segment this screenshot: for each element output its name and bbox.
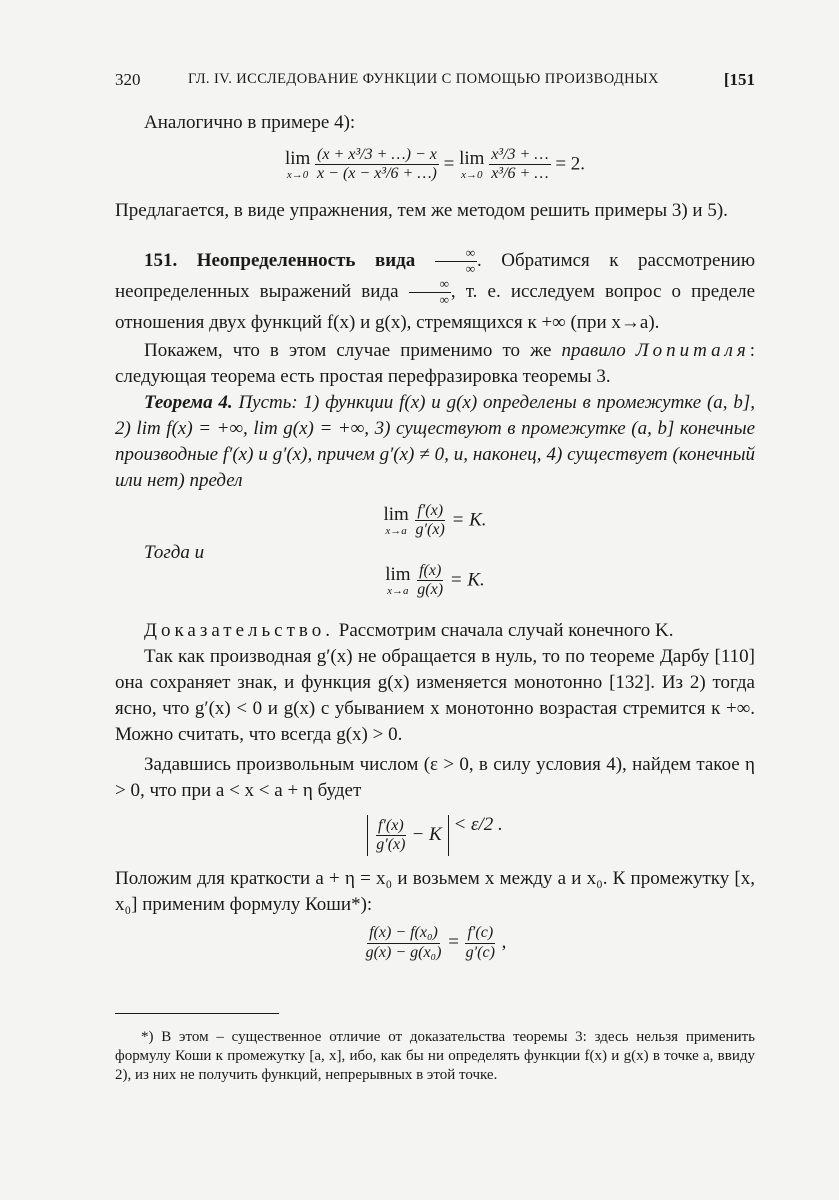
rule-paragraph: Покажем, что в этом случае применимо то же правило Лопиталя: следующая теорема есть простая перефразировка теоремы 3. — [115, 339, 756, 387]
proof-paragraph-3: Положим для краткости a + η = x₀ и возьмем x между a и x₀. К промежутку [x, x₀] применим формулу Коши*): — [115, 868, 755, 916]
then-line: Тогда и — [144, 541, 205, 563]
running-header — [115, 70, 755, 94]
proof-paragraph-1: Так как производная g′(x) не обращается в нуль, то по теореме Дарбу [110] она сохраняет знак, и функция g(x) изменяется монотонно [132]. Из 2) тогда ясно, что g′(x) < 0 и g(x) с убыванием x монотонно возрастая стремится к +∞. Можно считать, что всегда g(x) > 0. — [115, 645, 755, 745]
equation-function-limit: lim x→a $\frac{f(x)}{g(x)}$ = K. — [385, 561, 485, 599]
infinity-over-infinity-2: $\frac{\infty}{\infty}$ — [409, 277, 451, 308]
section-151-title: 151. Неопределенность вида — [144, 249, 416, 271]
page-body — [115, 110, 755, 962]
section-marker: [151 — [723, 70, 755, 89]
theorem-4 — [115, 390, 755, 494]
lim-operator: lim x→0 — [284, 147, 311, 181]
page-number: 320 — [115, 70, 141, 89]
limit-fraction-2: $\frac{\text{x³/3 + …}}{\text{x³/6 + …}}$ — [491, 146, 549, 183]
proof-word: Доказательство. — [144, 619, 334, 641]
footnote — [115, 1028, 755, 1085]
equation-limit-x-to-0: lim x→0 $\frac{\text{(x + x³/3 + …) − x}}{\text{x − (x − x³/6 + …)}}$ = lim x→0 $\frac{\text{x³/3 + …}}{\text{x³/6 + …}}$ = 2. — [284, 146, 586, 183]
lim-operator-2: lim x→0 — [459, 147, 485, 181]
equation-result: = 2. — [555, 153, 586, 175]
analog-line: Аналогично в примере 4): — [144, 112, 356, 133]
footnote-text: *) В этом – существенное отличие от доказательства теоремы 3: здесь нельзя применить формулу Коши к промежутку [a, x], ибо, как бы ни определять функции f(x) и g(x) в точке a, ввиду 2), из них не получить функций, непрерывных в этой точке. — [115, 1029, 755, 1083]
theorem-text: Пусть: 1) функции f(x) и g(x) определены в промежутке (a, b], 2) lim f(x) = +∞, lim g(x) = +∞, 3) существуют в промежутке (a, b] конечные производные f′(x) и g′(x), причем g′(x) ≠ 0, и, наконец, 4) существует (конечный или нет) предел — [115, 391, 755, 491]
equation-epsilon-bound: $\frac{f'(x)}{g'(x)}$ − K < ε/2 . — [335, 812, 535, 857]
footnote-rule — [115, 1013, 279, 1014]
proof-paragraph-2: Задавшись произвольным числом (ε > 0, в силу условия 4), найдем такое η > 0, что при a < x < a + η будет — [115, 753, 755, 801]
chapter-title: ГЛ. IV. ИССЛЕДОВАНИЕ ФУНКЦИИ С ПОМОЩЬЮ ПРОИЗВОДНЫХ — [188, 71, 659, 87]
theorem-label: Теорема 4. — [144, 391, 233, 413]
limit-fraction-1: $\frac{\text{(x + x³/3 + …) − x}}{\text{x − (x − x³/6 + …)}}$ — [317, 146, 437, 183]
exercise-paragraph: Предлагается, в виде упражнения, тем же методом решить примеры 3) и 5). — [115, 199, 728, 221]
equation-cauchy: $\frac{\text{f(x) − f(x₀)}}{\text{g(x) − g(x₀)}}$ = $\frac{f'(c)}{g'(c)}$ , — [365, 924, 507, 961]
proof-start: Доказательство. Рассмотрим сначала случай конечного K. — [144, 619, 674, 641]
infinity-over-infinity: $\frac{\infty}{\infty}$ — [435, 246, 477, 277]
lhopital-name: Лопиталя — [635, 339, 750, 361]
section-151: 151. Неопределенность вида $\frac{\infty}{\infty}$ . Обратимся к рассмотрению неопределенных выражений вида $\frac{\infty}{\infty}$ , т. е. исследуем вопрос о пределе отношения двух функций f(x) и g(x), стремящихся к +∞ (при x→a). — [115, 244, 756, 333]
equation-derivative-limit: lim x→a $\frac{f'(x)}{g'(x)}$ = K. — [383, 501, 487, 539]
